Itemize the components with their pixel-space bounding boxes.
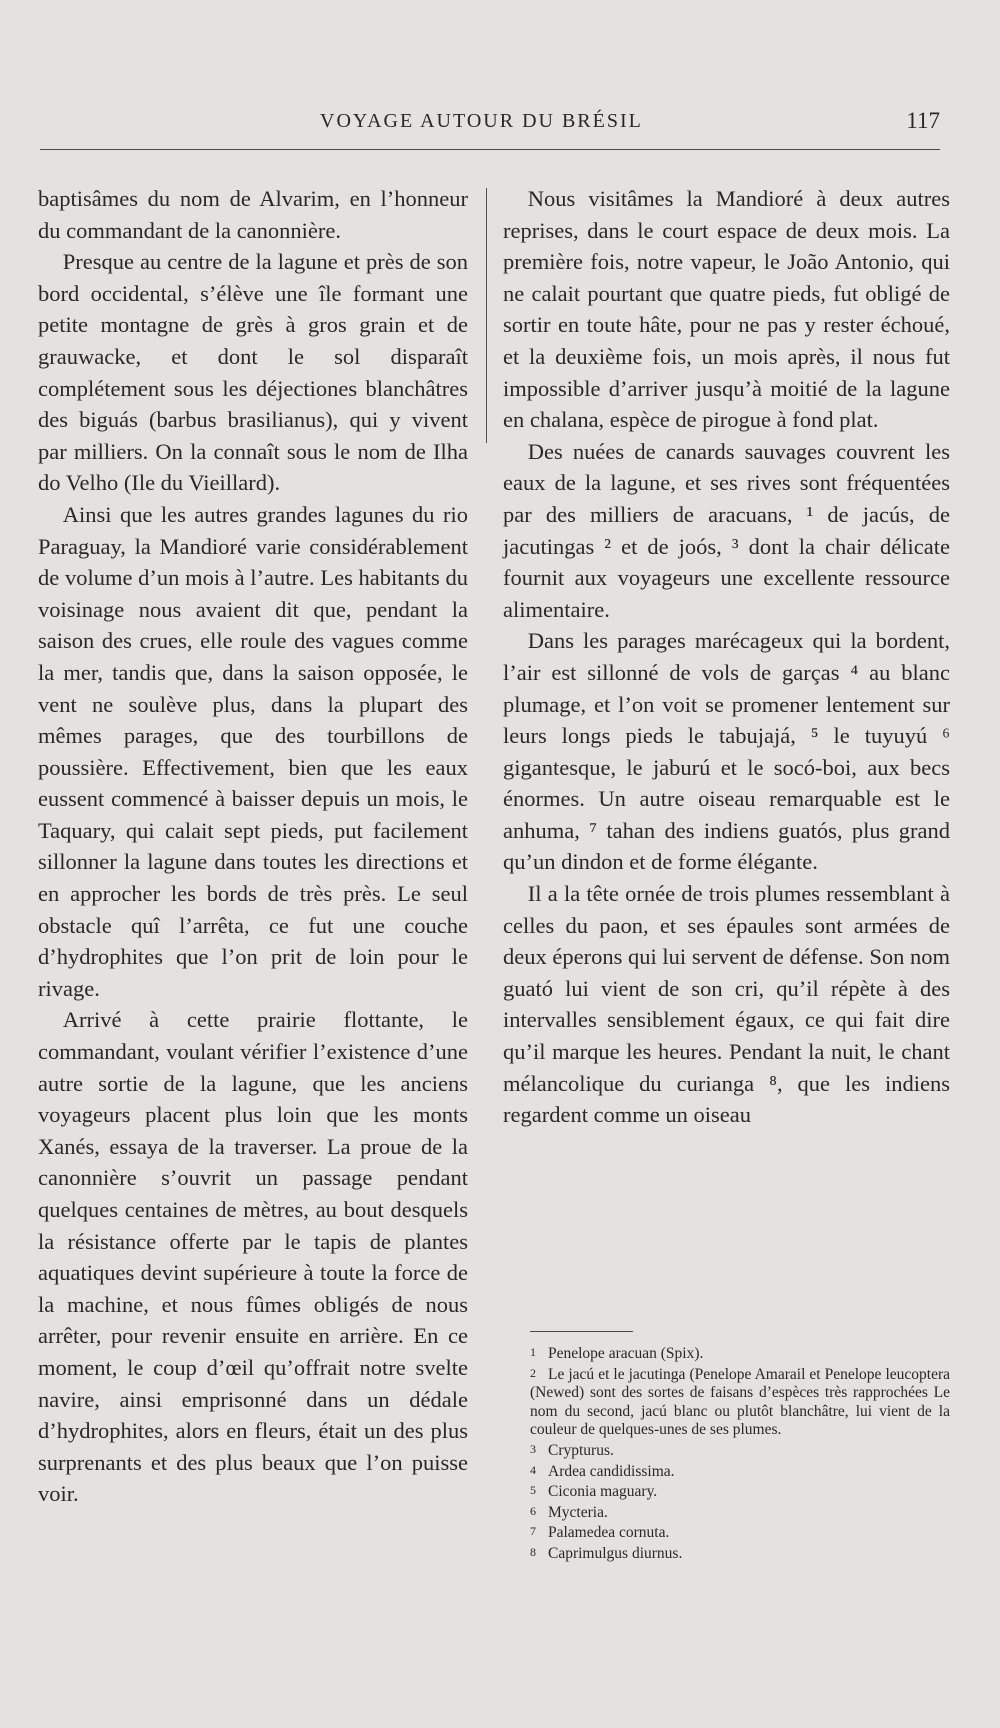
paragraph: Arrivé à cette prairie flottante, le commandant, voulant vérifier l’existence d’une autre sortie de la lagune, que les anciens voyageurs placent plus loin que les monts Xanés, essaya de la traverser. La proue de la canonnière s’ouvrit un passage pendant quelques centaines de mètres, au bout desquels la résistance offerte par le tapis de plantes aquatiques devint supérieure à toute la force de la machine, et nous fûmes obligés de nous arrêter, pour revenir ensuite en arrière. En ce moment, le coup d’œil qu’offrait notre svelte navire, ainsi emprisonné dans un dédale d’hydrophites, alors en fleurs, était un des plus surprenants et des plus beaux que l’on puisse voir. bbox=[38, 1007, 468, 1507]
footnote bbox=[530, 1440, 950, 1461]
footnote-text: Mycteria. bbox=[548, 1503, 608, 1521]
footnote bbox=[530, 1522, 950, 1543]
footnote bbox=[530, 1543, 950, 1564]
paragraph: baptisâmes du nom de Alvarim, en l’honneur du commandant de la canonnière. bbox=[38, 186, 468, 243]
footnote-number: 3 bbox=[530, 1441, 536, 1456]
paragraph: Des nuées de canards sauvages couvrent les eaux de la lagune, et ses rives sont fréquentées par des milliers de aracuans, ¹ de jacús, de jacutingas ² et de joós, ³ dont la chair délicate fournit aux voyageurs une excellente ressource alimentaire. bbox=[503, 438, 950, 622]
footnote-text: Caprimulgus diurnus. bbox=[548, 1544, 683, 1562]
header-rule bbox=[40, 149, 940, 150]
footnote-text: Ardea candidissima. bbox=[548, 1462, 675, 1480]
footnote-text: Palamedea cornuta. bbox=[548, 1524, 670, 1542]
footnote-number: 8 bbox=[530, 1544, 536, 1559]
running-title: VOYAGE AUTOUR DU BRÉSIL bbox=[320, 110, 643, 132]
footnote-text: Crypturus. bbox=[548, 1441, 614, 1459]
footnotes bbox=[530, 1343, 950, 1564]
footnote bbox=[530, 1481, 950, 1502]
footnote bbox=[530, 1502, 950, 1523]
right-column bbox=[503, 183, 950, 1131]
footnote bbox=[530, 1461, 950, 1482]
paragraph: Dans les parages marécageux qui la bordent, l’air est sillonné de vols de garças ⁴ au blanc plumage, et l’on voit se promener lentement sur leurs longs pieds le tabujajá, ⁵ le tuyuyú ⁶ gigantesque, le jaburú et le socó-boi, aux becs énormes. Un autre oiseau remarquable est le anhuma, ⁷ tahan des indiens guatós, plus grand qu’un dindon et de forme élégante. bbox=[503, 628, 950, 875]
footnote-number: 6 bbox=[530, 1503, 536, 1518]
footnote-number: 2 bbox=[530, 1365, 536, 1380]
footnote-text: Ciconia maguary. bbox=[548, 1483, 658, 1501]
footnote-number: 5 bbox=[530, 1483, 536, 1498]
footnote-number: 7 bbox=[530, 1524, 536, 1539]
footnote bbox=[530, 1343, 950, 1364]
left-column bbox=[38, 183, 468, 1510]
footnote-rule bbox=[530, 1331, 633, 1332]
footnote bbox=[530, 1364, 950, 1440]
paragraph: Presque au centre de la lagune et près de son bord occidental, s’élève une île formant une petite montagne de grès à gros grain et de grauwacke, et dont le sol disparaît complétement sous les déjectiones blanchâtres des biguás (barbus brasilianus), qui y vivent par milliers. On la connaît sous le nom de Ilha do Velho (Ile du Vieillard). bbox=[38, 249, 468, 496]
paragraph: Il a la tête ornée de trois plumes ressemblant à celles du paon, et ses épaules sont armées de deux éperons qui lui servent de défense. Son nom guató lui vient de son cri, qu’il répète à des intervalles sensiblement égaux, ce qui fait dire qu’il marque les heures. Pendant la nuit, le chant mélancolique du curianga ⁸, que les indiens regardent comme un oiseau bbox=[503, 881, 950, 1128]
column-divider bbox=[486, 188, 487, 443]
footnote-number: 1 bbox=[530, 1345, 536, 1359]
footnote-text: Le jacú et le jacutinga (Penelope Amarail et Penelope leucoptera (Newed) sont des sortes de faisans d’espèces très rapprochées Le nom du second, jacú blanc ou plutôt blanchâtre, lui vient de la couleur de quelques-unes de ses plumes. bbox=[530, 1365, 950, 1439]
footnote-text: Penelope aracuan (Spix). bbox=[548, 1345, 704, 1362]
paragraph: Nous visitâmes la Mandioré à deux autres reprises, dans le court espace de deux mois. La première fois, notre vapeur, le João Antonio, qui ne calait pourtant que quatre pieds, fut obligé de sortir en toute hâte, pour ne pas y rester échoué, et la deuxième fois, un mois après, il nous fut impossible d’arriver jusqu’à moitié de la lagune en chalana, espèce de pirogue à fond plat. bbox=[503, 186, 950, 433]
footnote-number: 4 bbox=[530, 1462, 536, 1477]
paragraph: Ainsi que les autres grandes lagunes du rio Paraguay, la Mandioré varie considérablement de volume d’un mois à l’autre. Les habitants du voisinage nous avaient dit que, pendant la saison des crues, elle roule des vagues comme la mer, tandis que, dans la saison opposée, le vent ne soulève plus, dans la plupart des mêmes parages, que des tourbillons de poussière. Effectivement, bien que les eaux eussent commencé à baisser depuis un mois, le Taquary, qui calait sept pieds, put facilement sillonner la lagune dans toutes les directions et en approcher les bords de très près. Le seul obstacle quî l’arrêta, ce fut une couche d’hydrophites que l’on prit de loin pour le rivage. bbox=[38, 501, 468, 1001]
page-header bbox=[40, 110, 940, 144]
page-number: 117 bbox=[906, 108, 940, 133]
